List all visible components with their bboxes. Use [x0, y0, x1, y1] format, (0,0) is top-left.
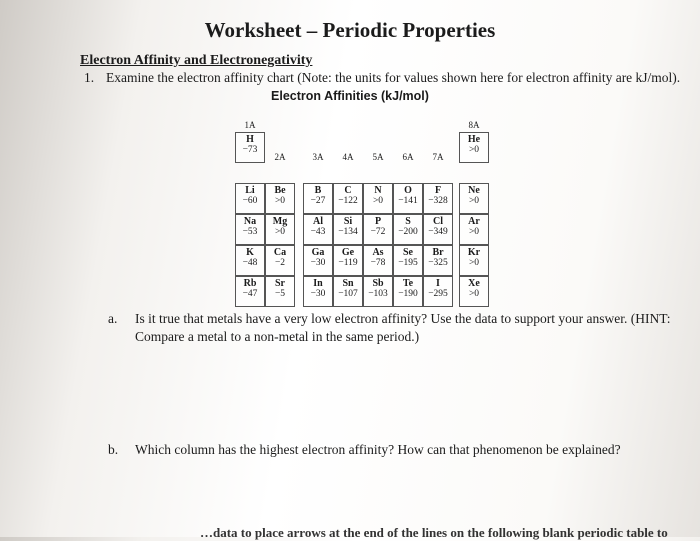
element-symbol: Sr	[275, 278, 285, 289]
group-label-5a: 5A	[372, 152, 384, 162]
element-cell-xe	[459, 276, 489, 307]
element-affinity-value: −53	[242, 227, 258, 237]
element-cell-br	[423, 245, 453, 276]
partial-instruction-text: …data to place arrows at the end of the lines on the following blank periodic table to	[200, 525, 668, 540]
element-affinity-value: −78	[370, 258, 386, 268]
element-cell-ga	[303, 245, 333, 276]
element-affinity-value: >0	[468, 145, 480, 155]
element-symbol: Si	[343, 216, 353, 227]
element-cell-sb	[363, 276, 393, 307]
section-heading: Electron Affinity and Electronegativity	[80, 53, 313, 68]
element-cell-as	[363, 245, 393, 276]
element-cell-s	[393, 214, 423, 245]
element-symbol: Te	[402, 278, 414, 289]
element-symbol: K	[246, 247, 254, 258]
element-symbol: H	[246, 134, 254, 145]
group-label-8a: 8A	[468, 120, 480, 130]
element-symbol: C	[344, 185, 352, 196]
element-affinity-value: >0	[274, 227, 286, 237]
element-cell-si	[333, 214, 363, 245]
element-cell-b	[303, 183, 333, 214]
element-affinity-value: −72	[370, 227, 386, 237]
element-cell-cl	[423, 214, 453, 245]
element-cell-o	[393, 183, 423, 214]
question-1-number: 1.	[84, 70, 95, 85]
element-affinity-value: −325	[428, 258, 448, 268]
group-label-3a: 3A	[312, 152, 324, 162]
element-cell-kr	[459, 245, 489, 276]
element-symbol: As	[372, 247, 384, 258]
element-affinity-value: −195	[398, 258, 418, 268]
element-symbol: B	[314, 185, 322, 196]
element-cell-al	[303, 214, 333, 245]
group-label-2a: 2A	[274, 152, 286, 162]
chart-title: Electron Affinities (kJ/mol)	[271, 89, 429, 103]
element-cell-sn	[333, 276, 363, 307]
element-cell-ar	[459, 214, 489, 245]
element-affinity-value: >0	[468, 227, 480, 237]
element-symbol: Ar	[468, 216, 480, 227]
element-affinity-value: −119	[338, 258, 358, 268]
element-affinity-value: >0	[468, 289, 480, 299]
element-symbol: Ga	[311, 247, 325, 258]
group-label-7a: 7A	[432, 152, 444, 162]
element-cell-i	[423, 276, 453, 307]
element-affinity-value: −60	[242, 196, 258, 206]
element-cell-h	[235, 132, 265, 163]
element-cell-in	[303, 276, 333, 307]
element-affinity-value: −43	[310, 227, 326, 237]
element-symbol: Al	[313, 216, 323, 227]
element-symbol: Ne	[468, 185, 480, 196]
element-affinity-value: −48	[242, 258, 258, 268]
page-title: Worksheet – Periodic Properties	[204, 18, 496, 42]
element-cell-ne	[459, 183, 489, 214]
element-symbol: Sn	[342, 278, 354, 289]
question-1	[84, 70, 680, 86]
element-cell-p	[363, 214, 393, 245]
element-symbol: Na	[243, 216, 257, 227]
group-label-1a: 1A	[244, 120, 256, 130]
element-cell-he	[459, 132, 489, 163]
element-affinity-value: −30	[310, 258, 326, 268]
question-b-text: Which column has the highest electron affinity? How can that phenomenon be explained?	[135, 442, 621, 457]
element-affinity-value: −295	[428, 289, 448, 299]
element-cell-ge	[333, 245, 363, 276]
element-affinity-value: −349	[428, 227, 448, 237]
group-label-4a: 4A	[342, 152, 354, 162]
element-symbol: Rb	[243, 278, 257, 289]
question-b-label: b.	[108, 442, 119, 457]
element-symbol: Mg	[272, 216, 288, 227]
element-symbol: N	[374, 185, 382, 196]
element-affinity-value: −2	[274, 258, 286, 268]
element-symbol: Ca	[273, 247, 287, 258]
element-cell-te	[393, 276, 423, 307]
element-symbol: Sb	[372, 278, 384, 289]
element-symbol: Li	[245, 185, 255, 196]
element-affinity-value: −122	[338, 196, 358, 206]
element-cell-mg	[265, 214, 295, 245]
question-a-label: a.	[108, 311, 118, 326]
element-affinity-value: −328	[428, 196, 448, 206]
element-symbol: Ge	[341, 247, 355, 258]
element-affinity-value: −141	[398, 196, 418, 206]
element-symbol: Br	[432, 247, 444, 258]
element-cell-na	[235, 214, 265, 245]
element-affinity-value: −27	[310, 196, 326, 206]
electron-affinity-table	[233, 120, 491, 299]
element-affinity-value: −200	[398, 227, 418, 237]
element-affinity-value: −73	[242, 145, 258, 155]
element-cell-rb	[235, 276, 265, 307]
element-symbol: Kr	[467, 247, 481, 258]
element-affinity-value: >0	[274, 196, 286, 206]
element-cell-li	[235, 183, 265, 214]
element-affinity-value: −107	[338, 289, 358, 299]
question-a-text: Is it true that metals have a very low electron affinity? Use the data to support your answer. (HINT: Compare a metal to a non-metal in the same period.)	[135, 311, 671, 344]
element-cell-n	[363, 183, 393, 214]
element-symbol: Be	[274, 185, 286, 196]
element-symbol: Xe	[468, 278, 480, 289]
group-label-6a: 6A	[402, 152, 414, 162]
element-symbol: In	[313, 278, 323, 289]
element-cell-ca	[265, 245, 295, 276]
element-symbol: I	[436, 278, 440, 289]
element-symbol: F	[434, 185, 442, 196]
element-symbol: S	[405, 216, 411, 227]
element-symbol: P	[374, 216, 382, 227]
element-cell-be	[265, 183, 295, 214]
element-cell-k	[235, 245, 265, 276]
element-affinity-value: −30	[310, 289, 326, 299]
element-affinity-value: −103	[368, 289, 388, 299]
element-cell-c	[333, 183, 363, 214]
element-affinity-value: >0	[372, 196, 384, 206]
element-cell-sr	[265, 276, 295, 307]
element-affinity-value: >0	[468, 258, 480, 268]
question-1-text: Examine the electron affinity chart (Note: the units for values shown here for electron affinity are kJ/mol).	[106, 70, 681, 85]
element-symbol: Cl	[433, 216, 443, 227]
element-symbol: O	[404, 185, 412, 196]
element-cell-f	[423, 183, 453, 214]
element-affinity-value: −5	[274, 289, 286, 299]
element-cell-se	[393, 245, 423, 276]
element-affinity-value: −190	[398, 289, 418, 299]
element-affinity-value: >0	[468, 196, 480, 206]
element-affinity-value: −47	[242, 289, 258, 299]
element-symbol: Se	[403, 247, 413, 258]
element-symbol: He	[467, 134, 481, 145]
element-affinity-value: −134	[338, 227, 358, 237]
